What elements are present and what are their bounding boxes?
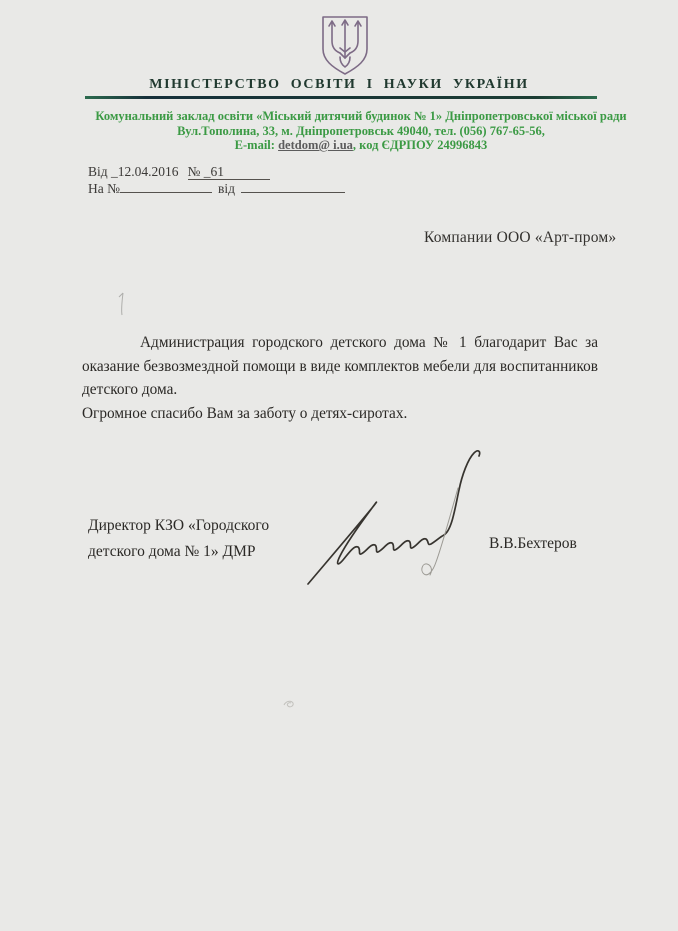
institution-name-line: Комунальний заклад освіти «Міський дитячий будинок № 1» Дніпропетровської міської ради xyxy=(95,109,627,123)
stray-squiggle-mark xyxy=(282,696,296,714)
ministry-title: МІНІСТЕРСТВО ОСВІТИ І НАУКИ УКРАЇНИ xyxy=(149,77,529,92)
institution-address-line: Вул.Тополина, 33, м. Дніпропетровськ 49040, тел. (056) 767-65-56, xyxy=(177,123,545,138)
ref-reply-label: На № xyxy=(88,181,120,196)
signoff-position-line: Директор КЗО «Городского xyxy=(88,517,270,534)
institution-block xyxy=(22,109,678,153)
ref-blank-date-line xyxy=(241,181,345,193)
edrpou-code: , код ЄДРПОУ 24996843 xyxy=(352,138,488,152)
email-label: E-mail: xyxy=(234,138,279,152)
body-line: Огромное спасибо Вам за заботу о детях-сиротах. xyxy=(82,404,408,422)
signoff-position xyxy=(88,513,269,564)
letter-body xyxy=(82,331,598,425)
ref-doc-number: № _61 xyxy=(188,164,271,180)
body-line: Администрация городского детского дома № 1 благодарит Вас за xyxy=(140,334,598,351)
header-divider-rule xyxy=(85,96,597,99)
email-address: detdom@ i.ua xyxy=(278,138,353,152)
reference-block xyxy=(88,163,345,197)
ref-from-date: Від _12.04.2016 xyxy=(88,164,179,179)
stray-pen-mark xyxy=(117,291,127,322)
signoff-position-line: детского дома № 1» ДМР xyxy=(88,542,256,560)
ref-reply-vid-label: від xyxy=(218,181,235,196)
recipient-line: Компании ООО «Арт-пром» xyxy=(424,229,617,246)
ref-blank-number-line xyxy=(120,181,212,193)
handwritten-signature xyxy=(292,446,482,588)
institution-email-line xyxy=(22,138,678,153)
ref-from-line xyxy=(88,163,345,180)
body-line: оказание безвозмездной помощи в виде комплектов мебели для воспитанников xyxy=(82,357,598,375)
signoff-name: В.В.Бехтеров xyxy=(489,535,577,552)
ukraine-tryzub-icon xyxy=(318,14,372,78)
ref-reply-line xyxy=(88,180,345,197)
body-line: детского дома. xyxy=(82,381,178,399)
